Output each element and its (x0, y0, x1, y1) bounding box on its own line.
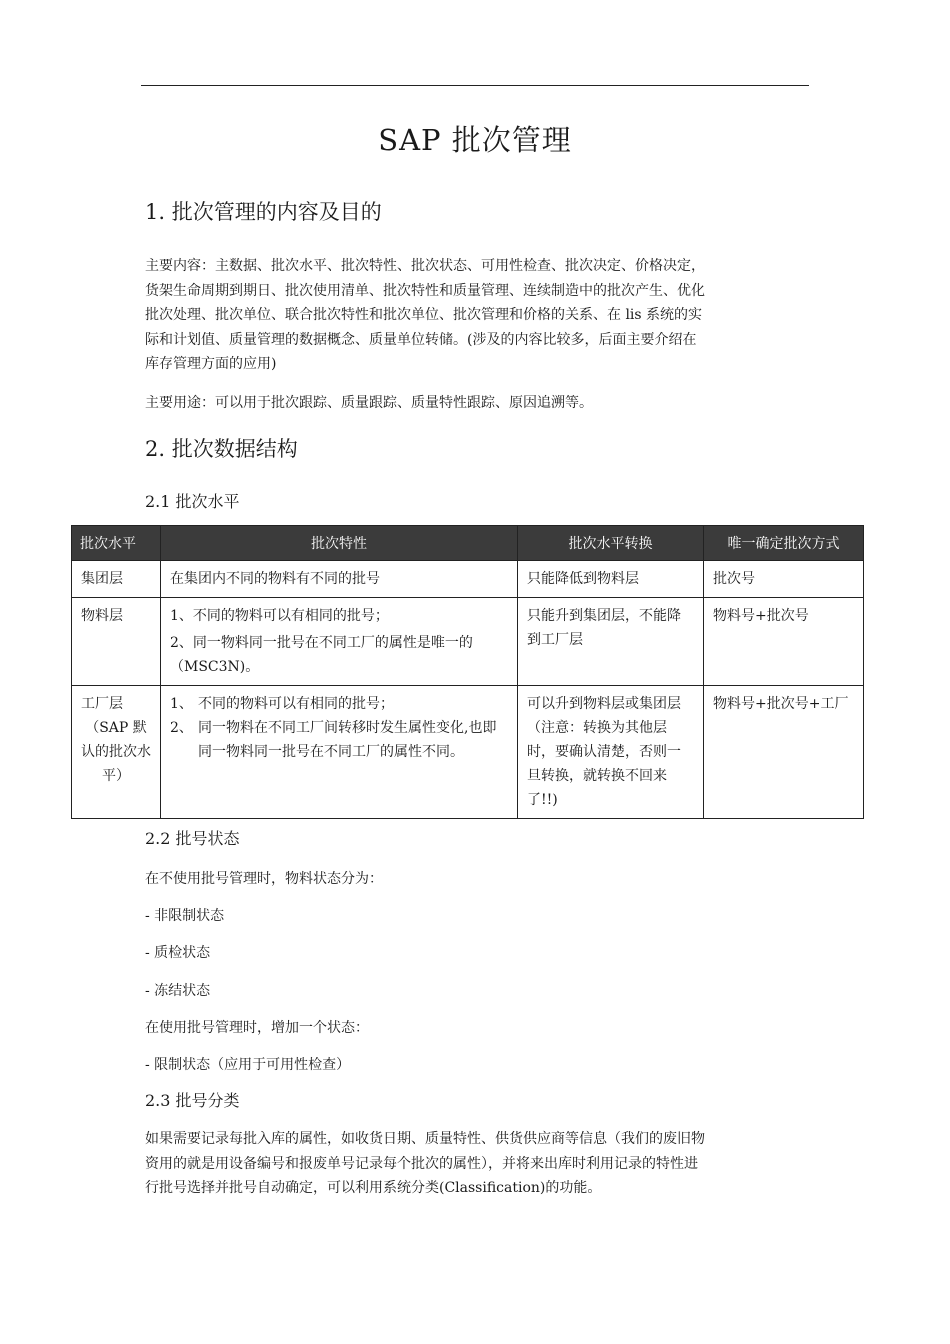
table-header-cell: 批次水平转换 (518, 526, 704, 561)
content-line: 主要内容：主数据、批次水平、批次特性、批次状态、可用性检查、批次决定、价格决定， (145, 258, 705, 274)
table-cell: 集团层 (72, 561, 161, 598)
table-row (72, 686, 864, 819)
section-2-heading: 2. 批次数据结构 (145, 437, 298, 461)
table-cell (161, 686, 518, 819)
list-text: 不同的物料可以有相同的批号； (198, 696, 394, 712)
content-line: 资用的就是用设备编号和报废单号记录每个批次的属性），并将来出库时利用记录的特性进 (145, 1155, 698, 1172)
status-item: - 限制状态（应用于可用性检查） (145, 1057, 351, 1073)
table-cell: 只能升到集团层，不能降到工厂层 (518, 598, 704, 686)
feature-item: 1、不同的物料可以有相同的批号； (170, 608, 389, 624)
table-header-cell: 唯一确定批次方式 (704, 526, 864, 561)
classification-paragraph (145, 1127, 815, 1201)
status-intro: 在不使用批号管理时，物料状态分为： (145, 871, 383, 887)
table-cell: 批次号 (704, 561, 864, 598)
level-note: （SAP 默认的批次水平） (81, 720, 151, 784)
table-header-cell: 批次水平 (72, 526, 161, 561)
section-1-purpose: 主要用途：可以用于批次跟踪、质量跟踪、质量特性跟踪、原因追溯等。 (145, 395, 593, 411)
list-item (170, 692, 508, 716)
table-cell: 在集团内不同的物料有不同的批号 (161, 561, 518, 598)
content-line: 如果需要记录每批入库的属性，如收货日期、质量特性、供货供应商等信息（我们的废旧物 (145, 1131, 705, 1147)
table-cell: 只能降低到物料层 (518, 561, 704, 598)
table-cell: 物料号+批次号 (704, 598, 864, 686)
table-cell: 物料号+批次号+工厂 (704, 686, 864, 819)
table-cell: 可以升到物料层或集团层（注意：转换为其他层时，要确认清楚，否则一旦转换，就转换不回来了!!) (518, 686, 704, 819)
table-row (72, 561, 864, 598)
table-cell (72, 686, 161, 819)
table-header-row (72, 526, 864, 561)
table-row (72, 598, 864, 686)
content-line: 库存管理方面的应用) (145, 356, 277, 372)
table-header-cell: 批次特性 (161, 526, 518, 561)
page-title: SAP 批次管理 (378, 123, 572, 157)
list-text: 同一物料在不同工厂间转移时发生属性变化,也即同一物料同一批号在不同工厂的属性不同。 (198, 720, 497, 760)
section-1-content (145, 254, 815, 377)
subsection-2-3-heading: 2.3 批号分类 (145, 1091, 240, 1110)
list-item (170, 716, 508, 764)
list-number: 2、 (170, 720, 193, 736)
header-rule (141, 85, 809, 86)
table-cell (161, 598, 518, 686)
subsection-2-2-heading: 2.2 批号状态 (145, 829, 240, 848)
batch-level-table (71, 525, 864, 819)
status-item: - 质检状态 (145, 945, 211, 961)
list-number: 1、 (170, 696, 193, 712)
feature-list (170, 692, 508, 764)
content-line: 货架生命周期到期日、批次使用清单、批次特性和质量管理、连续制造中的批次产生、优化 (145, 282, 705, 299)
feature-item: 2、同一物料同一批号在不同工厂的属性是唯一的（MSC3N)。 (170, 635, 473, 675)
table-cell: 物料层 (72, 598, 161, 686)
content-line: 批次处理、批次单位、联合批次特性和批次单位、批次管理和价格的关系、在 lis 系统的实 (145, 307, 703, 323)
status-item: - 冻结状态 (145, 983, 211, 999)
status-intro-2: 在使用批号管理时，增加一个状态： (145, 1020, 369, 1036)
subsection-2-1-heading: 2.1 批次水平 (145, 492, 240, 511)
content-line: 际和计划值、质量管理的数据概念、质量单位转储。(涉及的内容比较多，后面主要介绍在 (145, 331, 697, 348)
content-line: 行批号选择并批号自动确定，可以利用系统分类(Classification)的功能。 (145, 1180, 602, 1196)
status-item: - 非限制状态 (145, 908, 225, 924)
level-label: 工厂层 (81, 696, 123, 712)
section-1-heading: 1. 批次管理的内容及目的 (145, 200, 382, 224)
